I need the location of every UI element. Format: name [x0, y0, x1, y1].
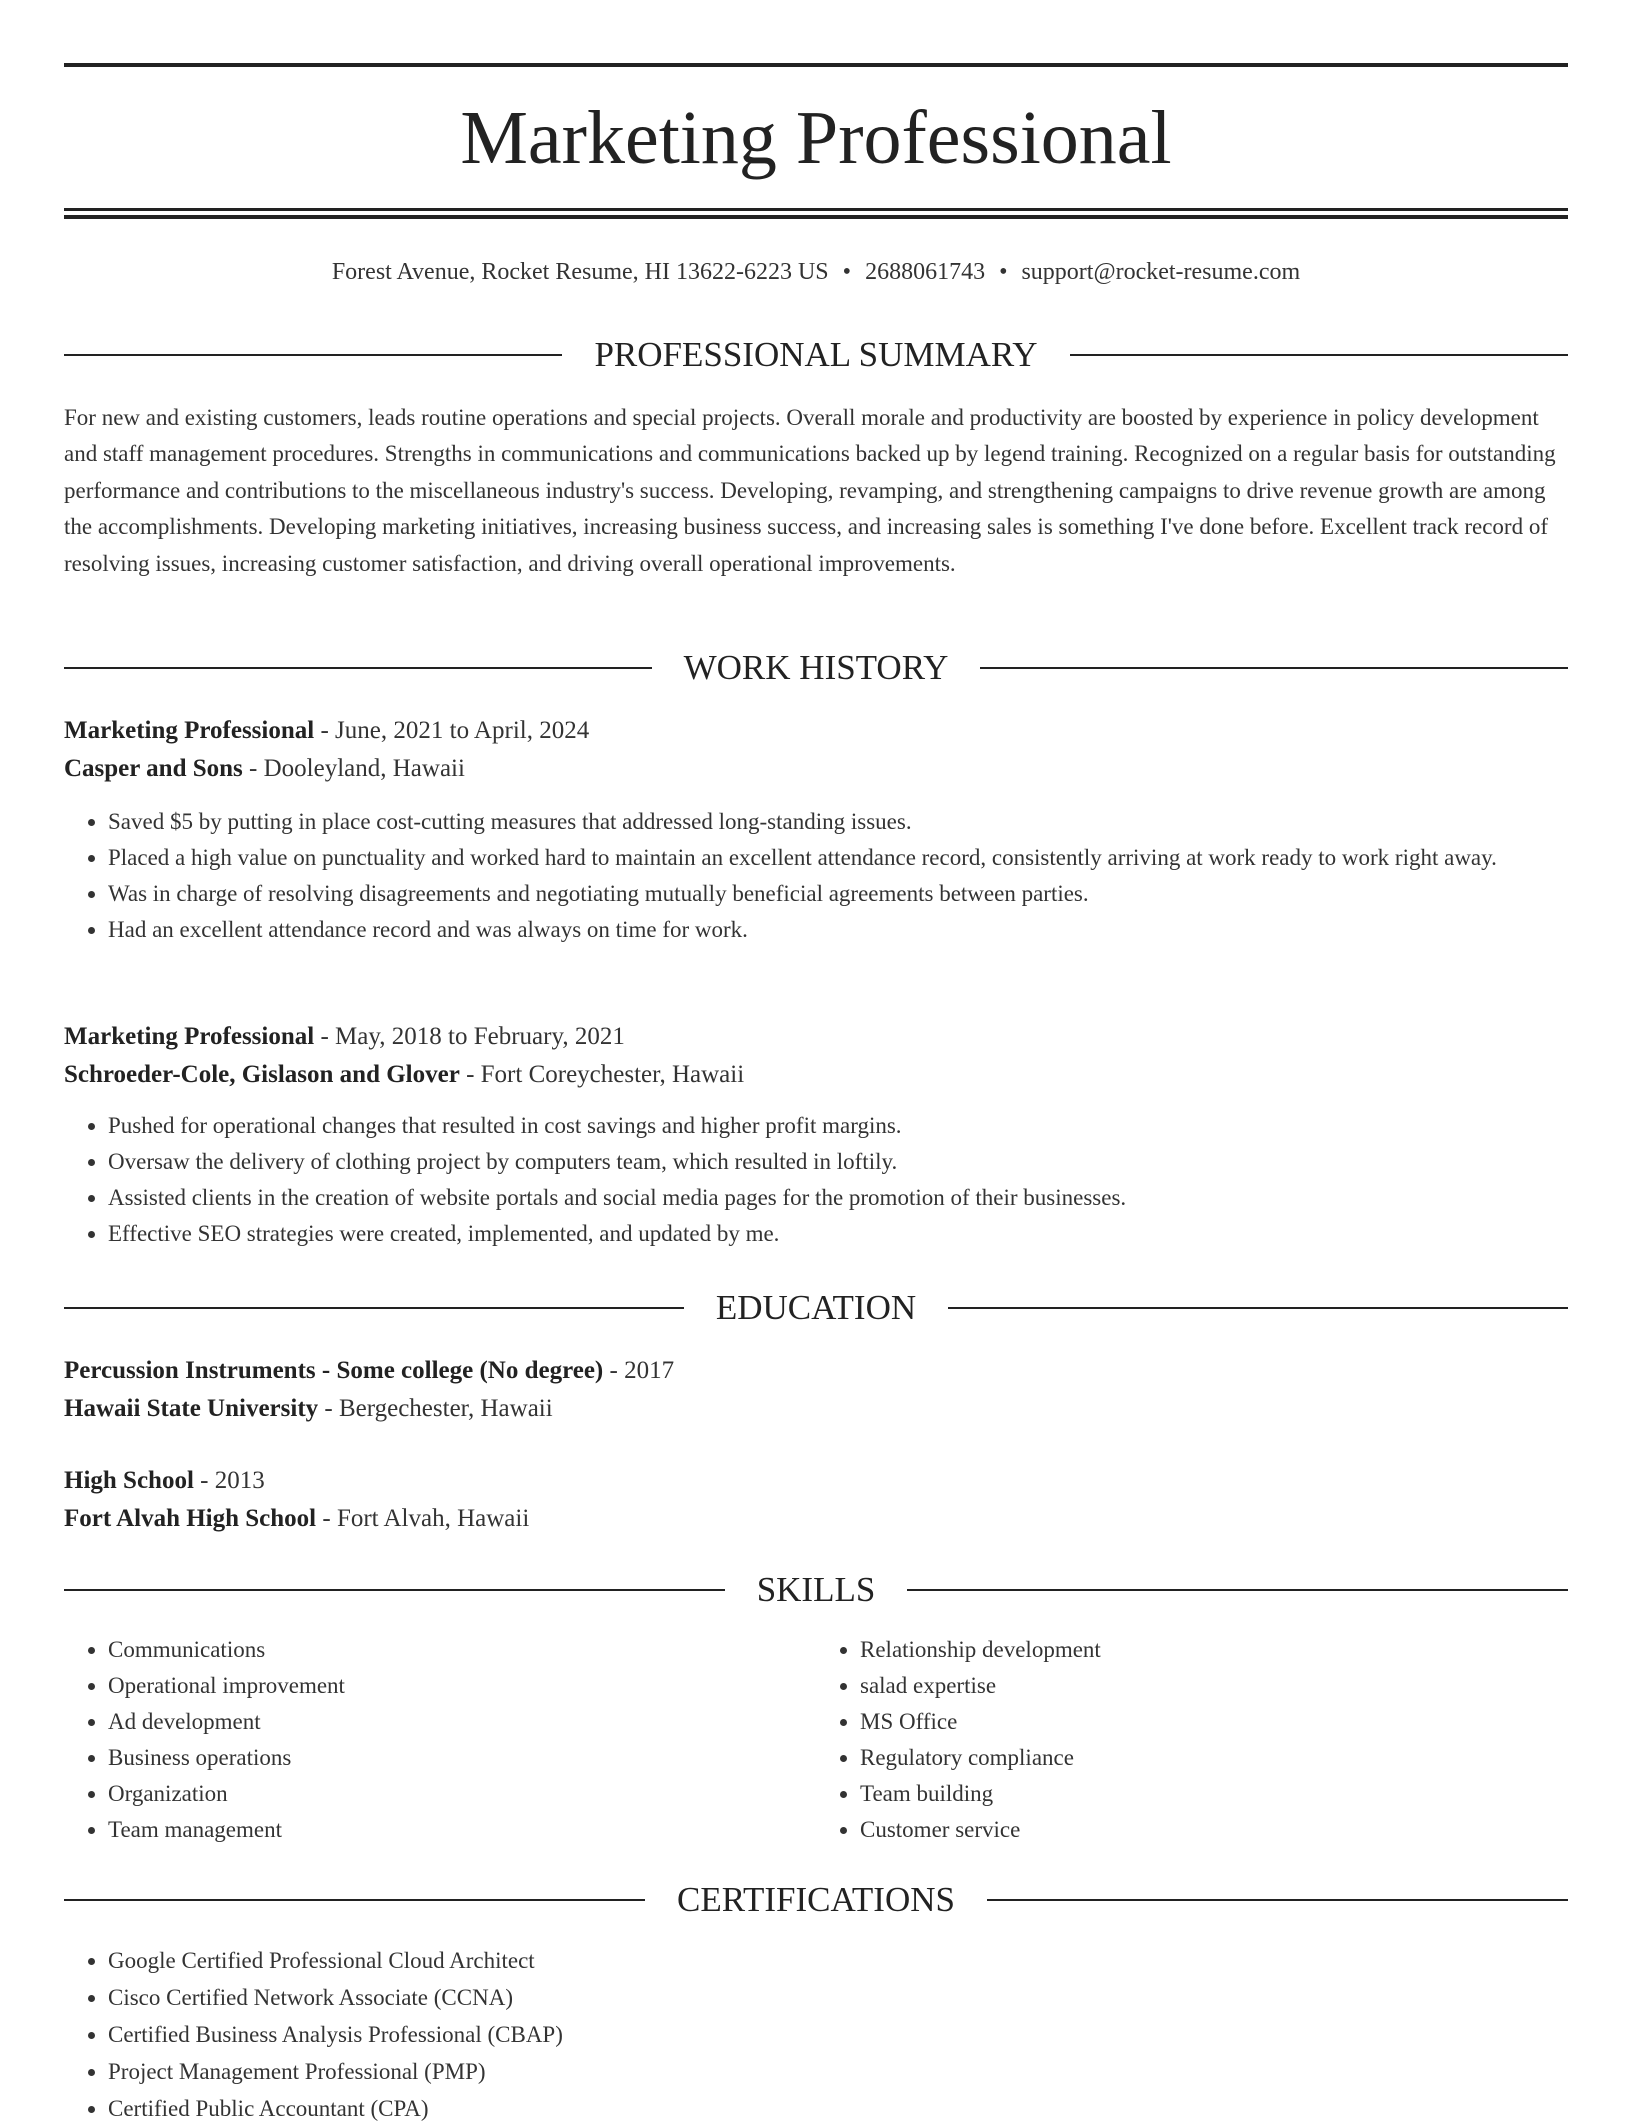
education-location: - Fort Alvah, Hawaii — [316, 1505, 530, 1532]
heading-rule — [1070, 354, 1568, 356]
section-heading-label: WORK HISTORY — [683, 648, 949, 687]
job-title-line — [64, 1018, 1568, 1056]
job-bullets — [64, 804, 1568, 948]
job-company: Casper and Sons — [64, 755, 243, 782]
section-heading-label: SKILLS — [756, 1570, 876, 1609]
job-location: - Dooleyland, Hawaii — [242, 755, 465, 782]
title-rule-lower — [64, 215, 1568, 219]
section-heading-label: PROFESSIONAL SUMMARY — [594, 335, 1038, 374]
section-heading-skills — [64, 1568, 1568, 1612]
heading-rule — [907, 1589, 1568, 1591]
list-item: • Organization — [108, 1776, 816, 1812]
education-degree: Percussion Instruments - Some college (No degree) — [64, 1357, 604, 1384]
list-item: • Business operations — [108, 1740, 816, 1776]
job-company-line — [64, 1056, 1568, 1094]
contact-email: support@rocket-resume.com — [1021, 259, 1301, 285]
job-bullets — [64, 1108, 1568, 1252]
list-item: • Certified Public Accountant (CPA) — [108, 2090, 1568, 2127]
section-heading-work-history — [64, 646, 1568, 690]
education-degree-line — [64, 1352, 1568, 1390]
section-heading-certifications — [64, 1878, 1568, 1922]
contact-phone: 2688061743 — [865, 259, 986, 285]
heading-rule — [64, 667, 652, 669]
heading-rule — [948, 1307, 1568, 1309]
contact-line — [64, 254, 1568, 290]
list-item: • Team building — [860, 1776, 1568, 1812]
list-item: • Customer service — [860, 1812, 1568, 1848]
education-degree: High School — [64, 1467, 194, 1494]
list-item: • Certified Business Analysis Professional (CBAP) — [108, 2016, 1568, 2053]
list-item: • Ad development — [108, 1704, 816, 1740]
contact-address: Forest Avenue, Rocket Resume, HI 13622-6223 US — [331, 259, 829, 285]
education-school: Hawaii State University — [64, 1395, 319, 1422]
job-title: Marketing Professional — [64, 1023, 315, 1050]
job-dates: - June, 2021 to April, 2024 — [314, 717, 590, 744]
job-entry — [64, 1018, 1568, 1252]
skills-columns — [64, 1632, 1568, 1848]
education-school: Fort Alvah High School — [64, 1505, 317, 1532]
list-item: • Effective SEO strategies were created, implemented, and updated by me. — [108, 1216, 1568, 1252]
page-title: Marketing Professional — [460, 96, 1172, 180]
education-entry — [64, 1462, 1568, 1538]
job-company: Schroeder-Cole, Gislason and Glover — [64, 1061, 460, 1088]
list-item: • Team management — [108, 1812, 816, 1848]
list-item: • Pushed for operational changes that resulted in cost savings and higher profit margins. — [108, 1108, 1568, 1144]
job-entry — [64, 712, 1568, 948]
list-item: • salad expertise — [860, 1668, 1568, 1704]
education-degree-line — [64, 1462, 1568, 1500]
list-item: • Cisco Certified Network Associate (CCNA) — [108, 1979, 1568, 2016]
list-item: • Operational improvement — [108, 1668, 816, 1704]
heading-rule — [64, 1899, 645, 1901]
list-item: • Saved $5 by putting in place cost-cutting measures that addressed long-standing issues. — [108, 804, 1568, 840]
list-item: • Relationship development — [860, 1632, 1568, 1668]
certifications-block — [64, 1942, 1568, 2127]
heading-rule — [64, 1589, 725, 1591]
education-school-line — [64, 1500, 1568, 1538]
education-entry — [64, 1352, 1568, 1428]
list-item: • Assisted clients in the creation of website portals and social media pages for the promotion of their businesses. — [108, 1180, 1568, 1216]
list-item: • Placed a high value on punctuality and worked hard to maintain an excellent attendance record, consistently arriving at work ready to work right away. — [108, 840, 1568, 876]
list-item: • Project Management Professional (PMP) — [108, 2053, 1568, 2090]
title-rule-upper — [64, 208, 1568, 211]
list-item: • Was in charge of resolving disagreements and negotiating mutually beneficial agreements between parties. — [108, 876, 1568, 912]
job-title-line — [64, 712, 1568, 750]
list-item: • Communications — [108, 1632, 816, 1668]
skills-list-left — [64, 1632, 816, 1848]
list-item: • Google Certified Professional Cloud Architect — [108, 1942, 1568, 1979]
job-title: Marketing Professional — [64, 717, 315, 744]
heading-rule — [64, 1307, 684, 1309]
list-item: • MS Office — [860, 1704, 1568, 1740]
education-year: - 2013 — [193, 1467, 265, 1494]
job-location: - Fort Coreychester, Hawaii — [459, 1061, 745, 1088]
contact-separator: • — [999, 259, 1008, 285]
skills-list-right — [816, 1632, 1568, 1848]
contact-separator: • — [842, 259, 852, 285]
summary-text: For new and existing customers, leads routine operations and special projects. Overall morale and productivity are boosted by experience in policy development and staff management procedures. Strengths in communications and communications backed up by legend training. Recognized on a regular basis for outstanding performance and contributions to the miscellaneous industry's success. Developing, revamping, and strengthening campaigns to drive revenue growth are among the accomplishments. Developing marketing initiatives, increasing business success, and increasing sales is something I've done before. Excellent track record of resolving issues, increasing customer satisfaction, and driving overall operational improvements. — [64, 405, 1556, 576]
heading-rule — [987, 1899, 1568, 1901]
top-rule — [64, 63, 1568, 67]
education-school-line — [64, 1390, 1568, 1428]
job-company-line — [64, 750, 1568, 788]
job-dates: - May, 2018 to February, 2021 — [314, 1023, 625, 1050]
heading-rule — [980, 667, 1568, 669]
section-heading-summary — [64, 333, 1568, 377]
section-heading-label: EDUCATION — [715, 1288, 917, 1327]
list-item: • Oversaw the delivery of clothing project by computers team, which resulted in loftily. — [108, 1144, 1568, 1180]
section-heading-label: CERTIFICATIONS — [677, 1880, 955, 1919]
education-location: - Bergechester, Hawaii — [318, 1395, 553, 1422]
certifications-list — [64, 1942, 1568, 2127]
section-heading-education — [64, 1286, 1568, 1330]
list-item: • Regulatory compliance — [860, 1740, 1568, 1776]
heading-rule — [64, 354, 562, 356]
education-year: - 2017 — [603, 1357, 675, 1384]
list-item: • Had an excellent attendance record and was always on time for work. — [108, 912, 1568, 948]
